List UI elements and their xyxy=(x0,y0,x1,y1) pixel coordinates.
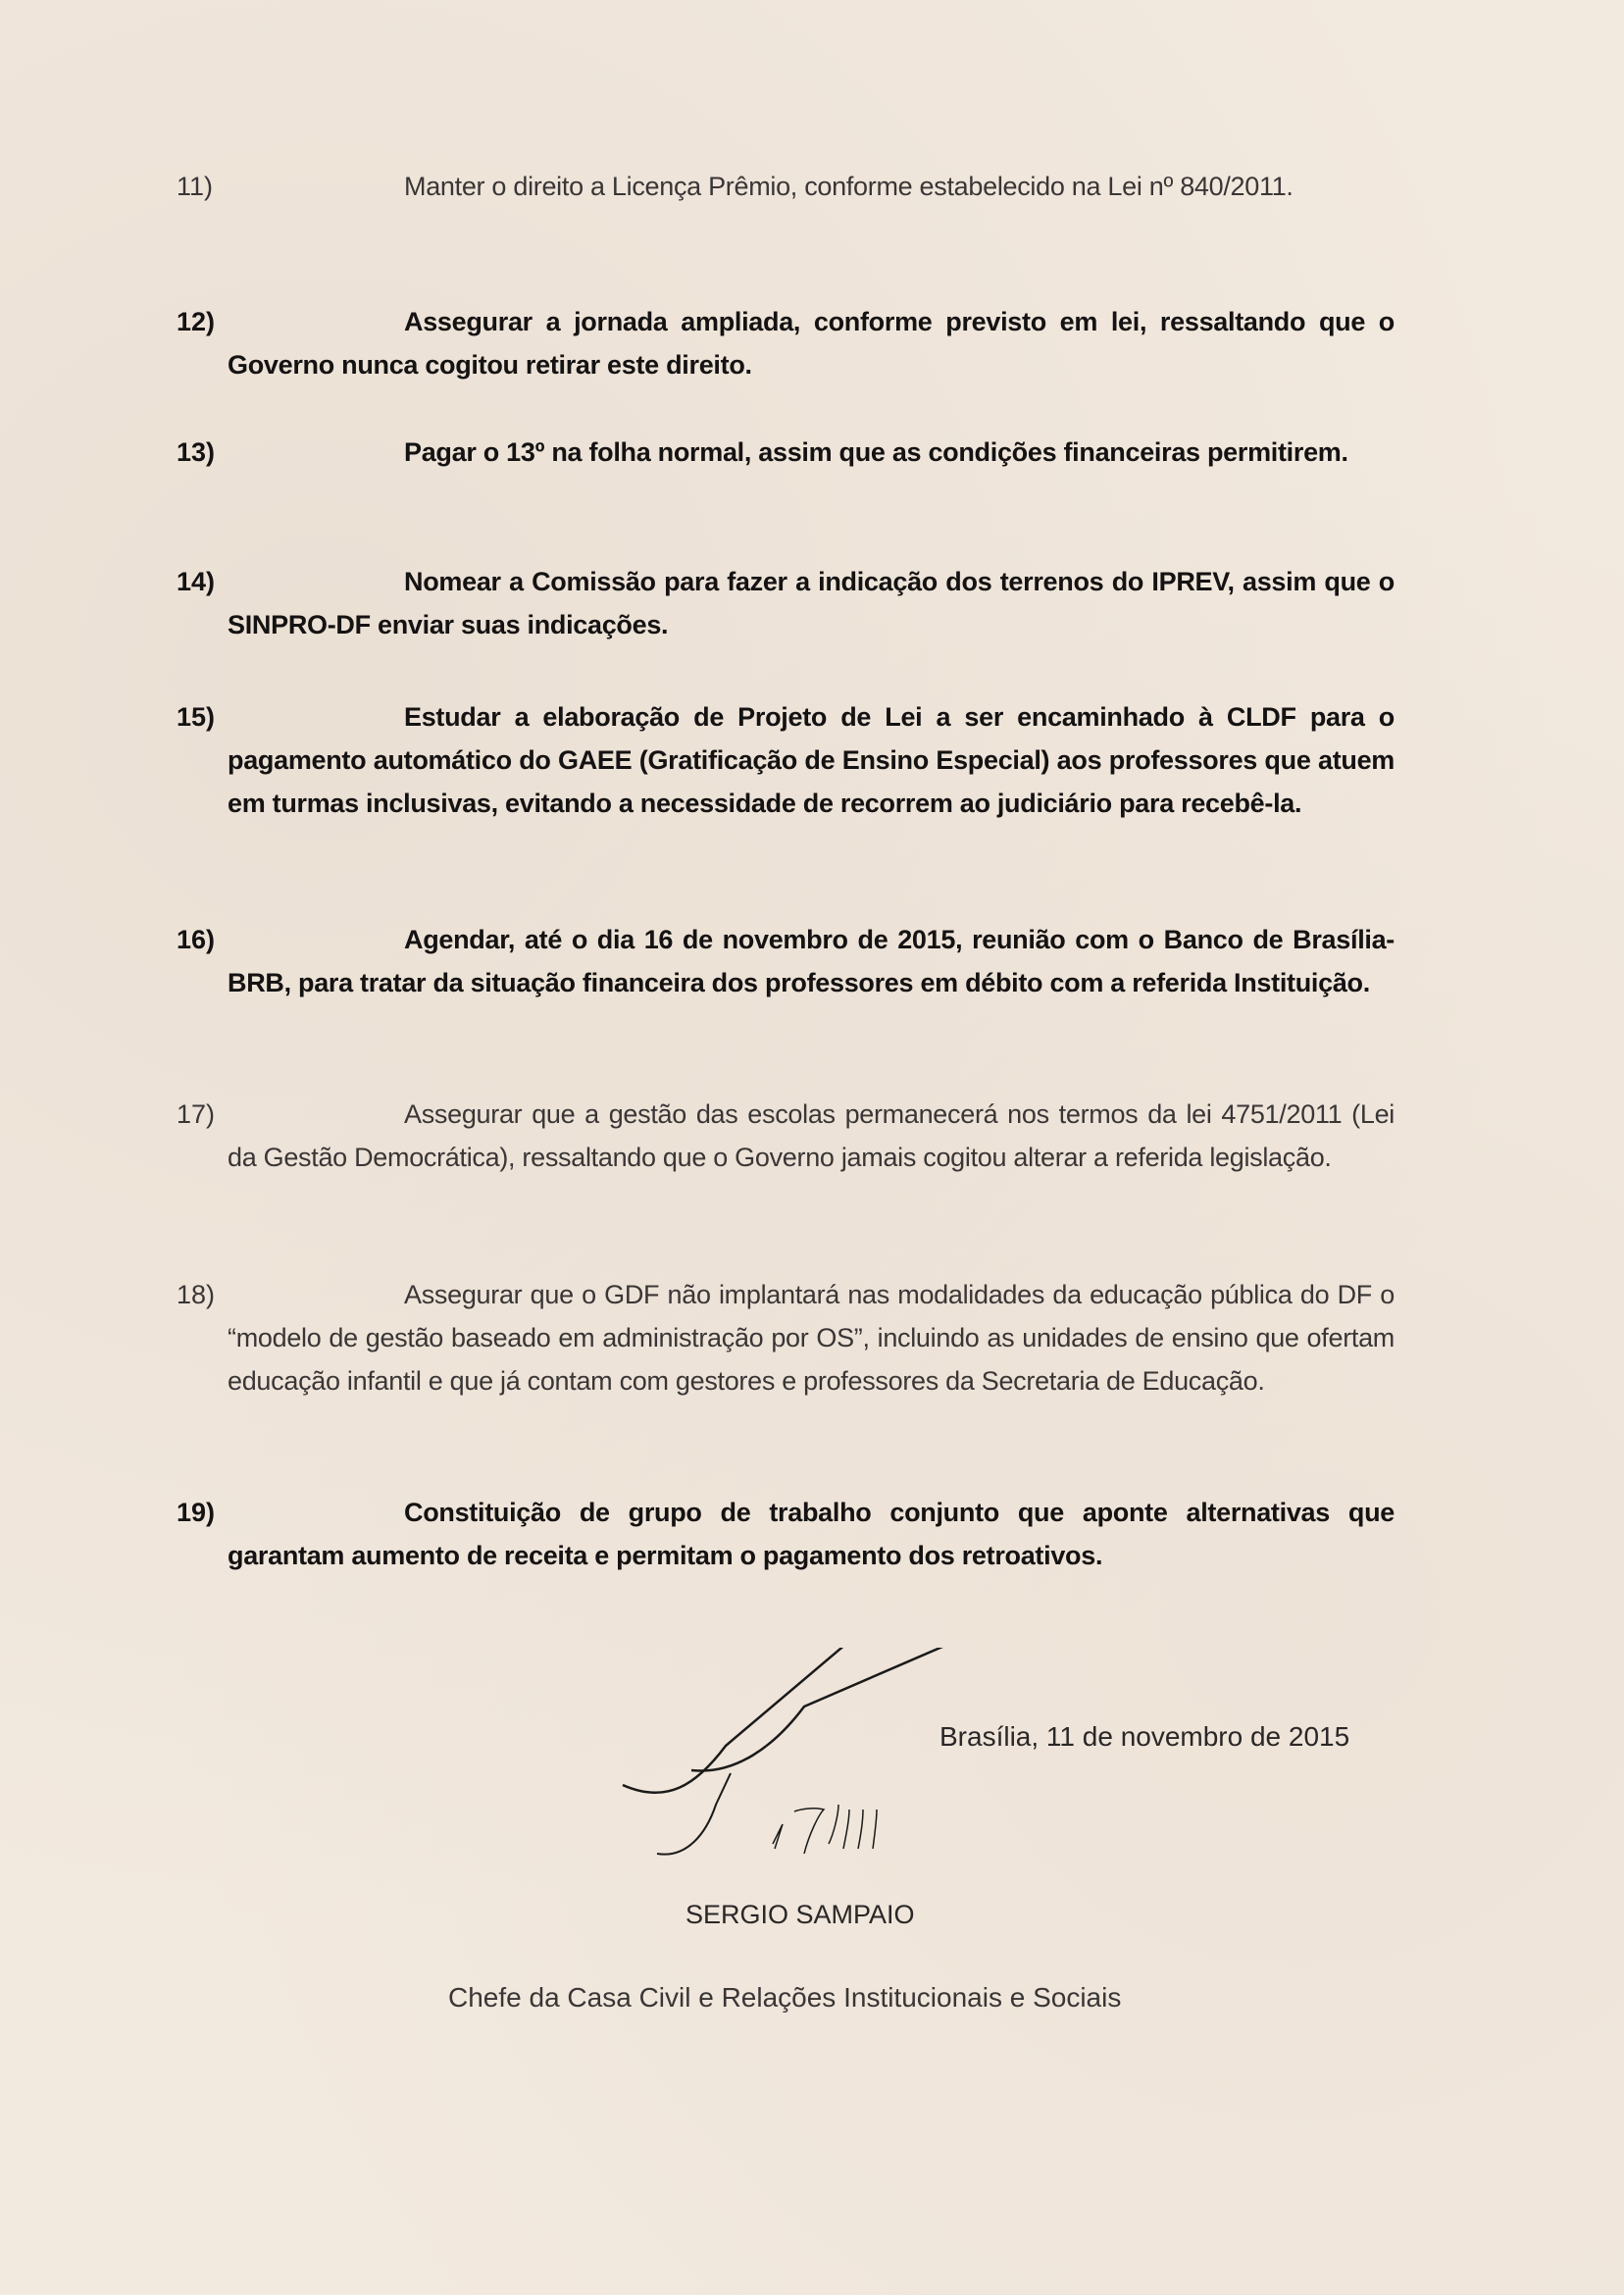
item-text: Assegurar que a gestão das escolas permanecerá nos termos da lei 4751/2011 (Lei da Gestão Democrática), ressaltando que o Governo jamais cogitou alterar a referida legislação. xyxy=(228,1099,1395,1172)
item-text: Nomear a Comissão para fazer a indicação dos terrenos do IPREV, assim que o SINPRO-DF enviar suas indicações. xyxy=(228,567,1395,639)
list-item xyxy=(177,1273,1395,1402)
list-item xyxy=(177,918,1395,1004)
item-number: 13) xyxy=(177,437,216,467)
signatory-name: SERGIO SAMPAIO xyxy=(685,1900,915,1929)
item-number: 15) xyxy=(177,702,216,732)
item-number: 14) xyxy=(177,567,216,596)
list-item xyxy=(177,1491,1395,1577)
list-item xyxy=(177,300,1395,386)
handwritten-signature xyxy=(608,1648,1020,1903)
list-item xyxy=(177,165,1395,208)
item-text: Agendar, até o dia 16 de novembro de 2015, reunião com o Banco de Brasília- BRB, para tratar da situação financeira dos professores em débito com a referida Instituição. xyxy=(228,925,1395,997)
item-text: Assegurar a jornada ampliada, conforme previsto em lei, ressaltando que o Governo nunca cogitou retirar este direito. xyxy=(228,307,1395,380)
item-text: Constituição de grupo de trabalho conjunto que aponte alternativas que garantam aumento de receita e permitam o pagamento dos retroativos. xyxy=(228,1498,1395,1570)
item-number: 11) xyxy=(177,172,214,201)
list-item xyxy=(177,560,1395,646)
item-text: Estudar a elaboração de Projeto de Lei a ser encaminhado à CLDF para o pagamento automático do GAEE (Gratificação de Ensino Especial) aos professores que atuem em turmas inclusivas, evitando a necessidade de recorrem ao judiciário para recebê-la. xyxy=(228,702,1395,818)
list-item xyxy=(177,431,1395,474)
item-text: Assegurar que o GDF não implantará nas modalidades da educação pública do DF o “modelo de gestão baseado em administração por OS”, incluindo as unidades de ensino que ofertam educação infantil e que já contam com gestores e professores da Secretaria de Educação. xyxy=(228,1280,1395,1396)
item-number: 12) xyxy=(177,307,216,336)
list-item xyxy=(177,1093,1395,1179)
item-text: Manter o direito a Licença Prêmio, conforme estabelecido na Lei nº 840/2011. xyxy=(404,172,1294,201)
item-text: Pagar o 13º na folha normal, assim que as condições financeiras permitirem. xyxy=(404,437,1348,467)
item-number: 19) xyxy=(177,1498,216,1527)
place-date: Brasília, 11 de novembro de 2015 xyxy=(939,1721,1350,1752)
item-number: 17) xyxy=(177,1099,216,1129)
item-number: 18) xyxy=(177,1280,216,1309)
signatory-role: Chefe da Casa Civil e Relações Institucionais e Sociais xyxy=(448,1982,1122,2013)
item-number: 16) xyxy=(177,925,216,954)
list-item xyxy=(177,695,1395,825)
